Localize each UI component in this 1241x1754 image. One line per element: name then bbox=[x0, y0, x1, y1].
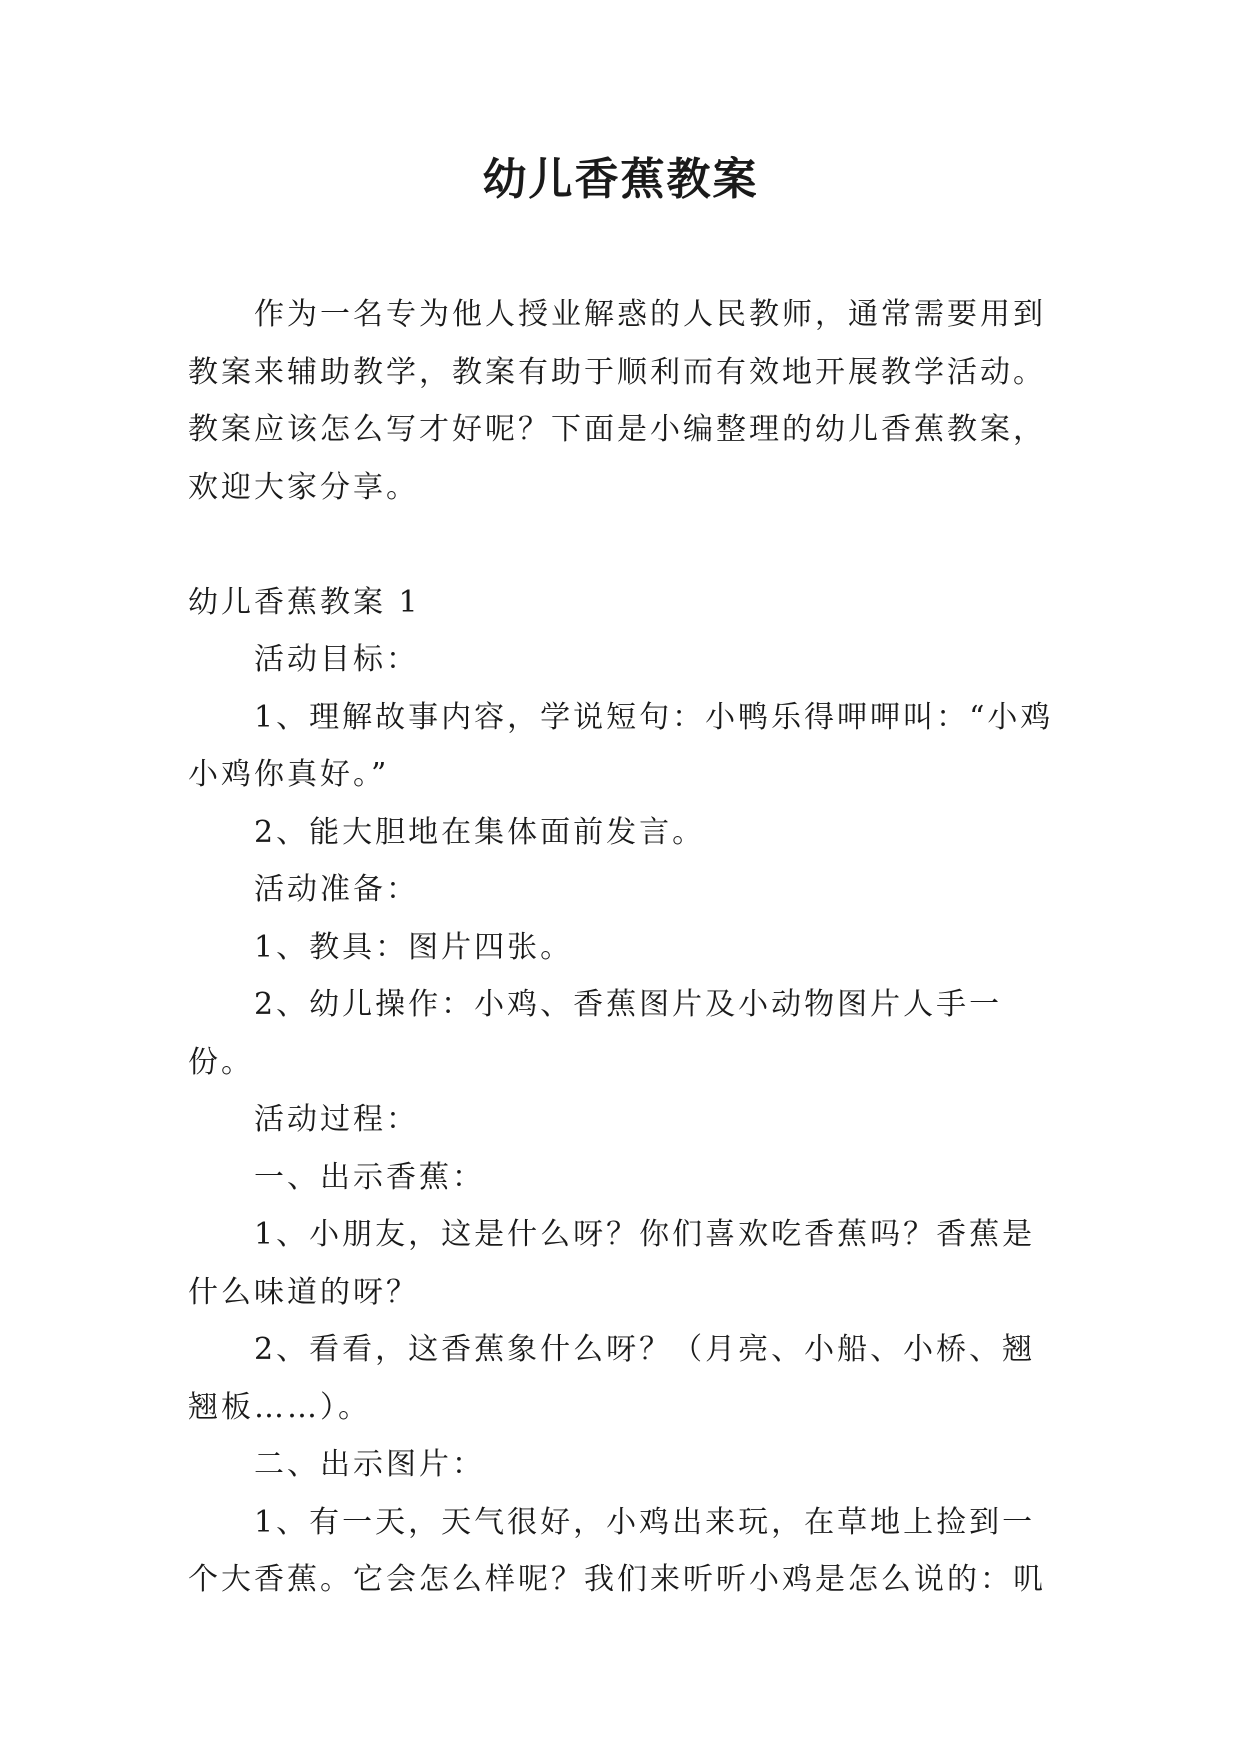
paragraph: 2、看看，这香蕉象什么呀？（月亮、小船、小桥、翘翘板……）。 bbox=[188, 1332, 1036, 1425]
document-title: 幼儿香蕉教案 bbox=[482, 154, 759, 205]
paragraph: 1、理解故事内容，学说短句：小鸭乐得呷呷叫：“小鸡小鸡你真好。” bbox=[188, 699, 1054, 792]
paragraph: 活动准备： bbox=[254, 872, 419, 907]
paragraph: 活动过程： bbox=[254, 1102, 419, 1137]
document-body bbox=[188, 286, 1068, 1609]
paragraph: 一、出示香蕉： bbox=[254, 1159, 485, 1195]
paragraph: 1、有一天，天气很好，小鸡出来玩，在草地上捡到一个大香蕉。它会怎么样呢？我们来听听小鸡是怎么说的：叽 bbox=[188, 1504, 1046, 1597]
paragraph: 活动目标： bbox=[254, 642, 419, 677]
paragraph: 2、幼儿操作：小鸡、香蕉图片及小动物图片人手一份。 bbox=[188, 987, 1003, 1080]
section-heading: 幼儿香蕉教案 1 bbox=[188, 584, 421, 620]
paragraph: 1、教具：图片四张。 bbox=[254, 929, 574, 965]
paragraph: 1、小朋友，这是什么呀？你们喜欢吃香蕉吗？香蕉是什么味道的呀？ bbox=[188, 1217, 1036, 1310]
paragraph: 二、出示图片： bbox=[254, 1447, 485, 1482]
spacer bbox=[188, 516, 1068, 574]
paragraph: 2、能大胆地在集体面前发言。 bbox=[254, 814, 706, 850]
intro-paragraph: 作为一名专为他人授业解惑的人民教师，通常需要用到教案来辅助教学，教案有助于顺利而有效地开展教学活动。教案应该怎么写才好呢？下面是小编整理的幼儿香蕉教案，欢迎大家分享。 bbox=[188, 297, 1046, 505]
